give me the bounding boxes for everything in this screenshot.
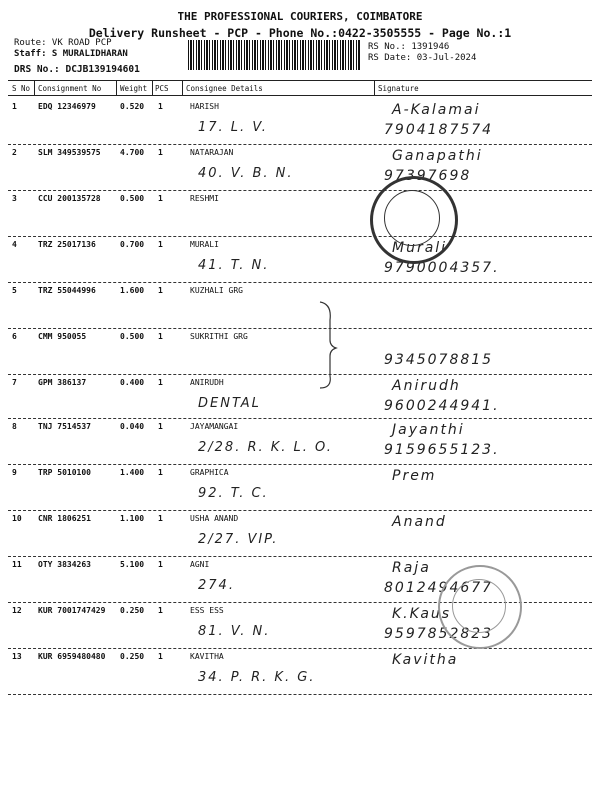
row-consignment-no: TRZ 25017136 [38, 240, 96, 249]
table-top-border [8, 80, 592, 81]
row-phone: 9597852823 [384, 626, 494, 642]
row-signature: K.Kaus [392, 606, 452, 622]
row-sno: 4 [12, 240, 17, 249]
col-weight: Weight [120, 84, 148, 93]
row-consignee-name: ANIRUDH [190, 378, 224, 387]
col-divider [152, 80, 153, 95]
row-pcs: 1 [158, 606, 163, 615]
row-consignment-no: TRZ 55044996 [38, 286, 96, 295]
row-consignment-no: KUR 6959480480 [38, 652, 106, 661]
row-consignee-address: 40. V. B. N. [198, 166, 294, 181]
row-weight: 0.400 [120, 378, 145, 387]
row-signature: Kavitha [392, 652, 459, 668]
row-pcs: 1 [158, 194, 163, 203]
row-consignee-address: 17. L. V. [198, 120, 268, 135]
row-divider [8, 510, 592, 511]
row-consignment-no: TRP 5010100 [38, 468, 91, 477]
company-title: THE PROFESSIONAL COURIERS, COIMBATORE [177, 10, 423, 23]
row-consignee-address: DENTAL [198, 396, 261, 411]
row-sno: 9 [12, 468, 17, 477]
row-weight: 5.100 [120, 560, 145, 569]
row-consignment-no: GPM 386137 [38, 378, 87, 387]
row-signature: Ganapathi [392, 148, 483, 164]
row-consignee-name: AGNI [190, 560, 210, 569]
row-consignee-address: 34. P. R. K. G. [198, 670, 316, 685]
row-signature: Anirudh [392, 378, 461, 394]
row-pcs: 1 [158, 422, 163, 431]
col-consignment: Consignment No [38, 84, 102, 93]
row-pcs: 1 [158, 652, 163, 661]
drs-number: DRS No.: DCJB139194601 [14, 64, 140, 75]
row-signature: A-Kalamai [392, 102, 481, 118]
row-signature: Jayanthi [392, 422, 465, 438]
row-consignment-no: EDQ 12346979 [38, 102, 96, 111]
row-consignment-no: CCU 200135728 [38, 194, 101, 203]
row-sno: 1 [12, 102, 17, 111]
col-sno: S No [12, 84, 31, 93]
row-weight: 0.040 [120, 422, 145, 431]
row-consignee-name: SUKRITHI GRG [190, 332, 248, 341]
row-consignee-address: 92. T. C. [198, 486, 269, 501]
row-sno: 5 [12, 286, 17, 295]
row-consignee-name: USHA ANAND [190, 514, 239, 523]
row-consignee-name: ESS ESS [190, 606, 224, 615]
row-divider [8, 464, 592, 465]
row-divider [8, 418, 592, 419]
row-weight: 0.250 [120, 606, 145, 615]
staff-label: Staff: S MURALIDHARAN [14, 49, 128, 59]
row-signature: Murali [392, 240, 448, 256]
row-sno: 10 [12, 514, 22, 523]
row-phone: 9600244941. [384, 398, 500, 414]
row-pcs: 1 [158, 102, 163, 111]
row-consignee-name: KUZHALI GRG [190, 286, 243, 295]
row-consignee-name: MURALI [190, 240, 219, 249]
row-divider [8, 144, 592, 145]
row-weight: 0.250 [120, 652, 145, 661]
row-consignee-address: 274. [198, 578, 235, 593]
header-bottom-border [8, 95, 592, 96]
col-consignee: Consignee Details [186, 84, 263, 93]
barcode [188, 40, 360, 70]
row-signature: Raja [392, 560, 431, 576]
row-sno: 7 [12, 378, 17, 387]
row-pcs: 1 [158, 468, 163, 477]
row-weight: 0.520 [120, 102, 145, 111]
rs-number: RS No.: 1391946 [368, 42, 450, 52]
row-sno: 12 [12, 606, 22, 615]
row-divider [8, 694, 592, 695]
row-pcs: 1 [158, 286, 163, 295]
row-consignee-name: RESHMI [190, 194, 219, 203]
row-sno: 6 [12, 332, 17, 341]
row-phone: 7904187574 [384, 122, 494, 138]
row-divider [8, 190, 592, 191]
row-sno: 11 [12, 560, 22, 569]
row-consignee-name: HARISH [190, 102, 219, 111]
row-sno: 13 [12, 652, 22, 661]
col-divider [116, 80, 117, 95]
row-consignment-no: SLM 349539575 [38, 148, 101, 157]
row-sno: 2 [12, 148, 17, 157]
associates-stamp-inner [452, 579, 506, 633]
company-stamp-inner [384, 190, 440, 246]
row-consignee-name: GRAPHICA [190, 468, 229, 477]
row-consignment-no: TNJ 7514537 [38, 422, 91, 431]
row-divider [8, 648, 592, 649]
row-pcs: 1 [158, 514, 163, 523]
row-pcs: 1 [158, 240, 163, 249]
row-pcs: 1 [158, 332, 163, 341]
row-weight: 0.500 [120, 332, 145, 341]
row-divider [8, 374, 592, 375]
row-consignee-address: 41. T. N. [198, 258, 270, 273]
row-phone: 9345078815 [384, 352, 494, 368]
row-divider [8, 556, 592, 557]
row-signature: Anand [392, 514, 447, 530]
runsheet-title: Delivery Runsheet - PCP - Phone No.:0422-3505555 - Page No.:1 [88, 26, 512, 40]
row-sno: 3 [12, 194, 17, 203]
row-weight: 1.600 [120, 286, 145, 295]
row-phone: 8012494677 [384, 580, 494, 596]
row-consignee-name: JAYAMANGAI [190, 422, 239, 431]
row-phone: 97397698 [384, 168, 472, 184]
route-label: Route: VK ROAD PCP [14, 38, 112, 48]
row-weight: 0.500 [120, 194, 145, 203]
row-signature: Prem [392, 468, 437, 484]
row-divider [8, 282, 592, 283]
col-pcs: PCS [155, 84, 169, 93]
row-pcs: 1 [158, 560, 163, 569]
row-consignee-name: NATARAJAN [190, 148, 234, 157]
row-consignee-name: KAVITHA [190, 652, 224, 661]
row-consignment-no: CMM 950055 [38, 332, 87, 341]
row-sno: 8 [12, 422, 17, 431]
row-consignment-no: OTY 3834263 [38, 560, 91, 569]
row-weight: 0.700 [120, 240, 145, 249]
row-weight: 1.400 [120, 468, 145, 477]
row-consignee-address: 2/28. R. K. L. O. [198, 440, 333, 455]
col-divider [182, 80, 183, 95]
col-divider [34, 80, 35, 95]
row-phone: 9159655123. [384, 442, 500, 458]
col-divider [374, 80, 375, 95]
row-consignment-no: KUR 7001747429 [38, 606, 106, 615]
col-signature: Signature [378, 84, 419, 93]
bracket-mark [318, 300, 338, 390]
row-consignee-address: 2/27. VIP. [198, 532, 279, 547]
row-weight: 4.700 [120, 148, 145, 157]
row-pcs: 1 [158, 148, 163, 157]
row-phone: 9790004357. [384, 260, 500, 276]
row-weight: 1.100 [120, 514, 145, 523]
rs-date: RS Date: 03-Jul-2024 [368, 53, 477, 63]
row-pcs: 1 [158, 378, 163, 387]
row-divider [8, 328, 592, 329]
row-divider [8, 236, 592, 237]
row-consignee-address: 81. V. N. [198, 624, 271, 639]
row-consignment-no: CNR 1806251 [38, 514, 91, 523]
